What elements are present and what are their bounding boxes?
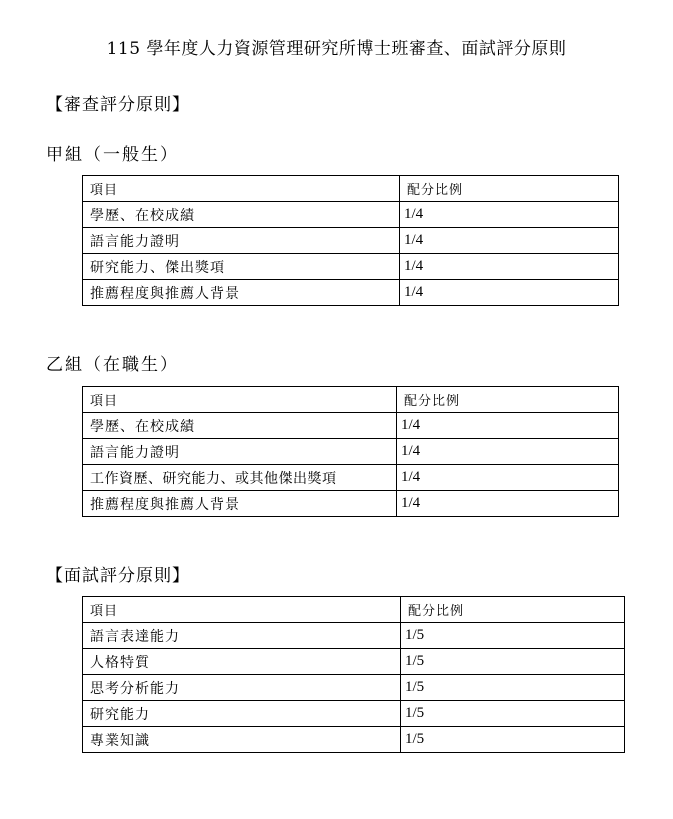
table-row xyxy=(83,675,625,701)
table-header-row xyxy=(83,176,619,202)
row-item: 推薦程度與推薦人背景 xyxy=(83,491,397,517)
row-item: 研究能力、傑出獎項 xyxy=(83,254,400,280)
table-row xyxy=(83,228,619,254)
row-weight: 1/5 xyxy=(401,649,625,675)
row-weight: 1/4 xyxy=(397,491,619,517)
row-weight: 1/4 xyxy=(400,202,619,228)
group-a-table xyxy=(82,175,619,306)
row-item: 推薦程度與推薦人背景 xyxy=(83,280,400,306)
group-a-label: 甲組（一般生） xyxy=(46,145,179,165)
header-weight: 配分比例 xyxy=(400,176,619,202)
table-row xyxy=(83,413,619,439)
row-item: 人格特質 xyxy=(83,649,401,675)
row-weight: 1/5 xyxy=(401,727,625,753)
row-item: 語言能力證明 xyxy=(83,228,400,254)
table-row xyxy=(83,727,625,753)
row-item: 專業知識 xyxy=(83,727,401,753)
table-row xyxy=(83,465,619,491)
table-row xyxy=(83,254,619,280)
row-weight: 1/4 xyxy=(397,465,619,491)
row-item: 語言表達能力 xyxy=(83,623,401,649)
row-item: 研究能力 xyxy=(83,701,401,727)
table-row xyxy=(83,491,619,517)
row-weight: 1/4 xyxy=(400,280,619,306)
row-item: 思考分析能力 xyxy=(83,675,401,701)
table-row xyxy=(83,202,619,228)
header-item: 項目 xyxy=(83,387,397,413)
row-item: 學歷、在校成績 xyxy=(83,202,400,228)
row-weight: 1/4 xyxy=(400,228,619,254)
table-header-row xyxy=(83,597,625,623)
header-item: 項目 xyxy=(83,176,400,202)
row-weight: 1/4 xyxy=(400,254,619,280)
interview-heading: 【面試評分原則】 xyxy=(46,566,190,586)
group-b-table xyxy=(82,386,619,517)
row-item: 語言能力證明 xyxy=(83,439,397,465)
row-weight: 1/5 xyxy=(401,701,625,727)
document-title: 115 學年度人力資源管理研究所博士班審查、面試評分原則 xyxy=(106,39,567,59)
table-row xyxy=(83,280,619,306)
row-weight: 1/5 xyxy=(401,623,625,649)
header-weight: 配分比例 xyxy=(401,597,625,623)
table-row xyxy=(83,649,625,675)
table-row xyxy=(83,623,625,649)
group-b-label: 乙組（在職生） xyxy=(46,355,179,375)
row-weight: 1/4 xyxy=(397,413,619,439)
table-row xyxy=(83,701,625,727)
header-weight: 配分比例 xyxy=(397,387,619,413)
table-row xyxy=(83,439,619,465)
header-item: 項目 xyxy=(83,597,401,623)
table-header-row xyxy=(83,387,619,413)
row-weight: 1/5 xyxy=(401,675,625,701)
row-item: 工作資歷、研究能力、或其他傑出獎項 xyxy=(83,465,397,491)
row-weight: 1/4 xyxy=(397,439,619,465)
interview-table xyxy=(82,596,625,753)
review-heading: 【審查評分原則】 xyxy=(46,95,190,115)
row-item: 學歷、在校成績 xyxy=(83,413,397,439)
